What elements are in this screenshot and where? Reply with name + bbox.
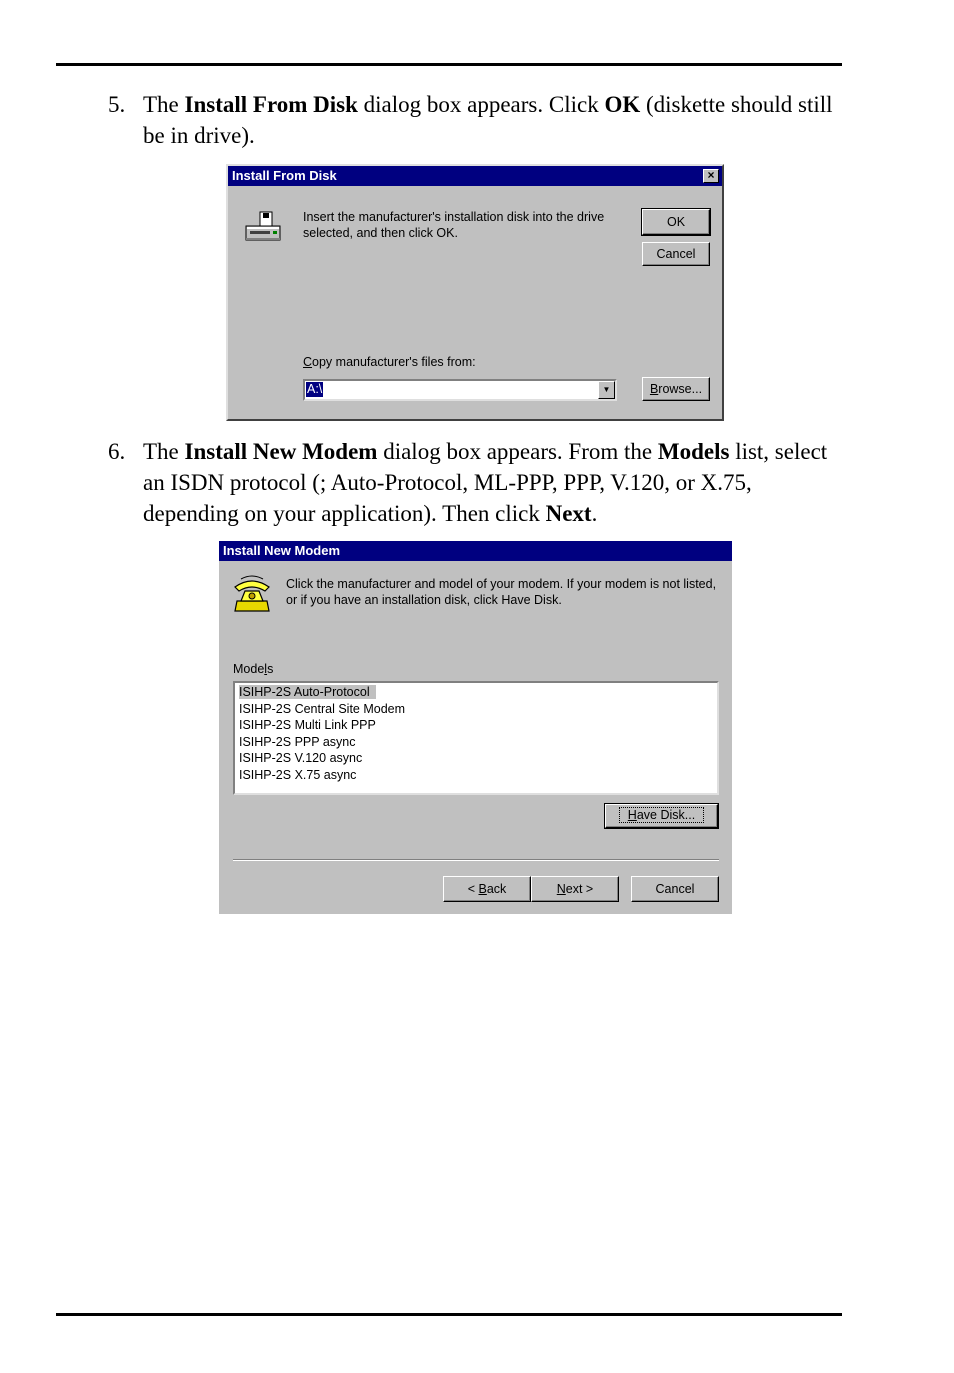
chevron-down-icon[interactable]: ▼ (598, 381, 615, 399)
copy-path-value[interactable]: A:\ (307, 382, 323, 396)
step-text: The Install New Modem dialog box appears. From the Models list, select an ISDN protocol (; Auto-Protocol, ML-PPP, PPP, V.120, or X.75, depending on your application). Then click Next. (143, 439, 828, 526)
step-number: 6. (108, 439, 126, 464)
install-new-modem-dialog (219, 541, 732, 914)
modem-instructions: Click the manufacturer and model of your modem. If your modem is not listed, or if you have an installation disk, click Have Disk. (286, 577, 717, 607)
list-item[interactable]: ISIHP-2S Central Site Modem (239, 701, 406, 716)
list-item[interactable]: ISIHP-2S Auto-Protocol (235, 684, 717, 701)
copy-path-combobox[interactable] (303, 379, 617, 401)
dialog-title: Install New Modem (223, 543, 341, 558)
close-icon[interactable]: × (703, 169, 719, 183)
copy-files-label: Copy manufacturer's files from: (303, 355, 476, 369)
list-item[interactable]: ISIHP-2S X.75 async (239, 767, 357, 782)
separator (233, 860, 719, 861)
models-list[interactable] (233, 681, 719, 795)
install-from-disk-dialog (226, 164, 724, 421)
install-disk-message: Insert the manufacturer's installation disk into the drive selected, and then click OK. (303, 210, 605, 240)
back-button[interactable]: < Back (443, 876, 531, 902)
telephone-icon (231, 575, 273, 617)
dialog-title: Install From Disk (232, 168, 337, 183)
step-text: The Install From Disk dialog box appears. Click OK (diskette should still be in drive). (143, 92, 833, 148)
dialog-titlebar (219, 541, 732, 561)
floppy-drive-icon (244, 210, 284, 244)
list-item[interactable]: ISIHP-2S V.120 async (239, 751, 363, 766)
top-rule (56, 63, 842, 66)
cancel-button[interactable]: Cancel (631, 876, 719, 902)
browse-button[interactable]: Browse... (642, 377, 710, 401)
bottom-rule (56, 1313, 842, 1316)
cancel-button[interactable]: Cancel (642, 242, 710, 266)
models-label: Models (233, 662, 274, 676)
have-disk-button[interactable]: Have Disk... (605, 804, 718, 828)
step-number: 5. (108, 92, 126, 117)
dialog-titlebar (228, 166, 722, 186)
next-button[interactable]: Next > (531, 876, 619, 902)
ok-button[interactable]: OK (642, 209, 710, 235)
list-item[interactable]: ISIHP-2S Multi Link PPP (239, 718, 376, 733)
list-item[interactable]: ISIHP-2S PPP async (239, 734, 356, 749)
